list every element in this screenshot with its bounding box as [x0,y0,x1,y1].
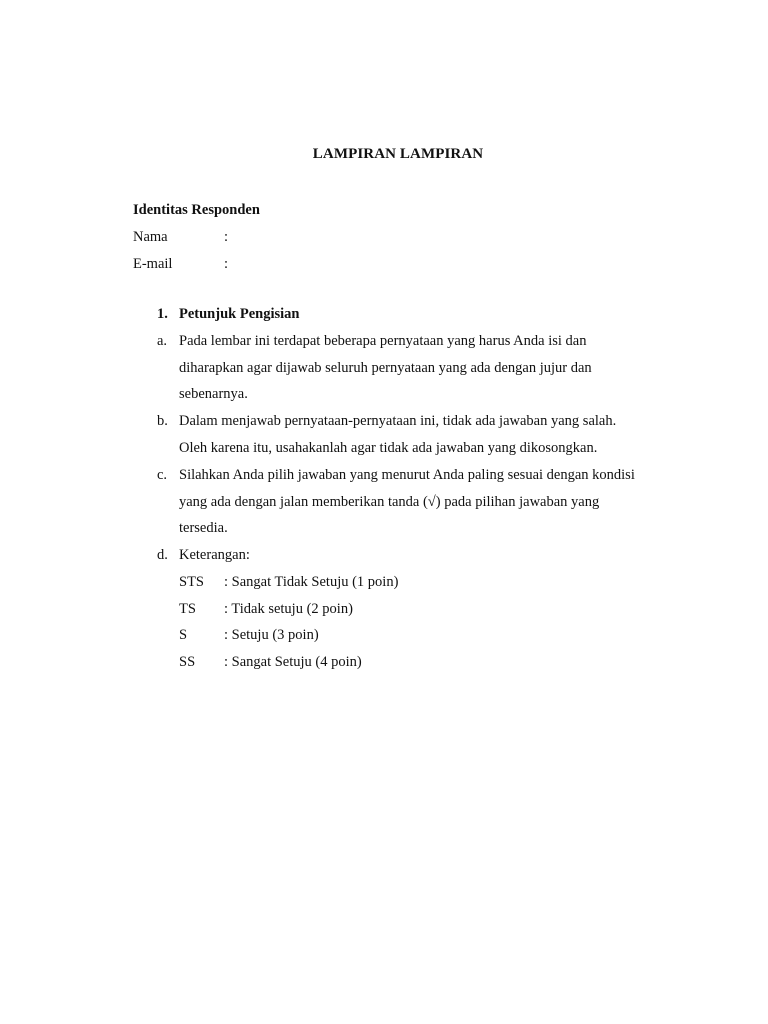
section-number: 1. [157,306,168,322]
field-separator-nama: : [224,229,229,245]
field-label-email: E-mail [133,256,173,272]
list-item-b-line-2: Oleh karena itu, usahakanlah agar tidak ada jawaban yang dikosongkan. [179,440,598,456]
list-item-a-line-1: Pada lembar ini terdapat beberapa pernyataan yang harus Anda isi dan [179,333,587,349]
legend-code-ss: SS [179,654,196,670]
page-title: LAMPIRAN LAMPIRAN [312,146,484,162]
list-marker-b: b. [157,413,168,429]
identity-heading: Identitas Responden [133,202,260,218]
legend-code-sts: STS [179,574,204,590]
legend-desc-sts: : Sangat Tidak Setuju (1 poin) [224,574,399,590]
list-item-c-line-2: yang ada dengan jalan memberikan tanda (√) pada pilihan jawaban yang [179,494,600,510]
list-marker-d: d. [157,547,168,563]
list-item-a-line-3: sebenarnya. [179,386,248,402]
legend-desc-ss: : Sangat Setuju (4 poin) [224,654,362,670]
legend-desc-s: : Setuju (3 poin) [224,627,319,643]
list-item-a-line-2: diharapkan agar dijawab seluruh pernyataan yang ada dengan jujur dan [179,360,592,376]
legend-code-s: S [179,627,188,643]
legend-code-ts: TS [179,601,196,617]
list-marker-c: c. [157,467,168,483]
field-separator-email: : [224,256,229,272]
section-heading: Petunjuk Pengisian [179,306,300,322]
list-item-b-line-1: Dalam menjawab pernyataan-pernyataan ini, tidak ada jawaban yang salah. [179,413,617,429]
list-item-c-line-1: Silahkan Anda pilih jawaban yang menurut Anda paling sesuai dengan kondisi [179,467,635,483]
list-item-c-line-3: tersedia. [179,520,228,536]
field-label-nama: Nama [133,229,168,245]
list-marker-a: a. [157,333,168,349]
list-item-d-line-1: Keterangan: [179,547,250,563]
legend-desc-ts: : Tidak setuju (2 poin) [224,601,353,617]
